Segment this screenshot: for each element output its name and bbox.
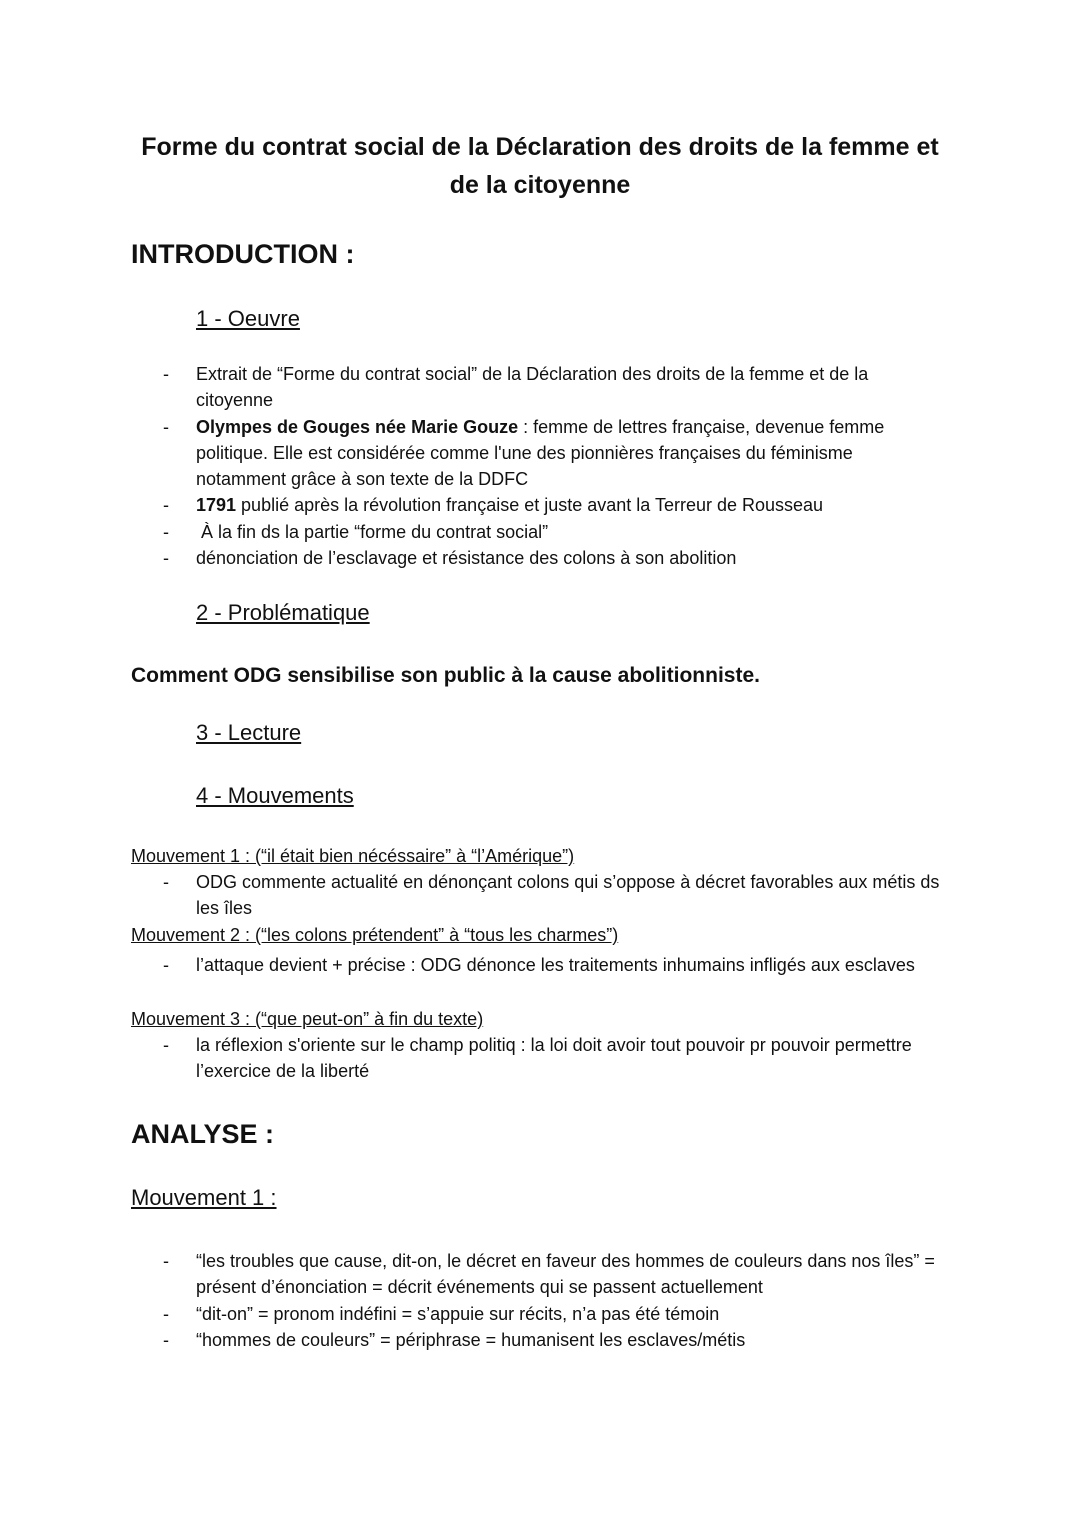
introduction-heading: INTRODUCTION : bbox=[131, 239, 355, 269]
oeuvre-list bbox=[0, 361, 1080, 571]
mouvement-3-title: Mouvement 3 : (“que peut-on” à fin du texte) bbox=[131, 1009, 484, 1029]
oeuvre-heading: 1 - Oeuvre bbox=[196, 306, 300, 331]
mouvement-3-list bbox=[0, 1032, 1080, 1085]
list-item: - Olympes de Gouges née Marie Gouze : femme de lettres française, devenue femme politique. Elle est considérée comme l'une des pionnières françaises du féminisme notamment grâce à son texte de la DDFC bbox=[0, 414, 946, 493]
mouvement-2-title: Mouvement 2 : (“les colons prétendent” à “tous les charmes”) bbox=[131, 925, 619, 945]
list-item: - “dit-on” = pronom indéfini = s’appuie sur récits, n’a pas été témoin bbox=[0, 1301, 946, 1327]
list-item: - l’attaque devient + précise : ODG dénonce les traitements inhumains infligés aux esclaves bbox=[0, 952, 946, 978]
problematique-heading: 2 - Problématique bbox=[196, 600, 370, 625]
list-item: - “hommes de couleurs” = périphrase = humanisent les esclaves/métis bbox=[0, 1327, 946, 1353]
list-item: - ODG commente actualité en dénonçant colons qui s’oppose à décret favorables aux métis ds les îles bbox=[0, 869, 946, 922]
analyse-mouvement-1-heading: Mouvement 1 : bbox=[131, 1185, 277, 1210]
list-item: - Extrait de “Forme du contrat social” de la Déclaration des droits de la femme et de la citoyenne bbox=[0, 361, 946, 414]
list-item: - “les troubles que cause, dit-on, le décret en faveur des hommes de couleurs dans nos îles” = présent d’énonciation = décrit événements qui se passent actuellement bbox=[0, 1248, 946, 1301]
analyse-heading: ANALYSE : bbox=[131, 1119, 275, 1149]
mouvements-heading: 4 - Mouvements bbox=[196, 783, 354, 808]
problematique-question: Comment ODG sensibilise son public à la cause abolitionniste. bbox=[131, 664, 760, 687]
lecture-heading: 3 - Lecture bbox=[196, 720, 302, 745]
mouvement-2-list bbox=[0, 952, 1080, 978]
document-title: Forme du contrat social de la Déclaration des droits de la femme et de la citoyenne bbox=[141, 133, 939, 199]
analyse-mouvement-1-list bbox=[0, 1248, 1080, 1353]
list-item: - la réflexion s'oriente sur le champ politiq : la loi doit avoir tout pouvoir pr pouvoir permettre l’exercice de la liberté bbox=[0, 1032, 946, 1085]
mouvement-1-title: Mouvement 1 : (“il était bien nécéssaire” à “l’Amérique”) bbox=[131, 846, 575, 866]
mouvement-1-list bbox=[0, 869, 1080, 922]
list-item: - À la fin ds la partie “forme du contrat social” bbox=[0, 519, 946, 545]
list-item: - dénonciation de l’esclavage et résistance des colons à son abolition bbox=[0, 545, 946, 571]
list-item: - 1791 publié après la révolution française et juste avant la Terreur de Rousseau bbox=[0, 492, 946, 518]
